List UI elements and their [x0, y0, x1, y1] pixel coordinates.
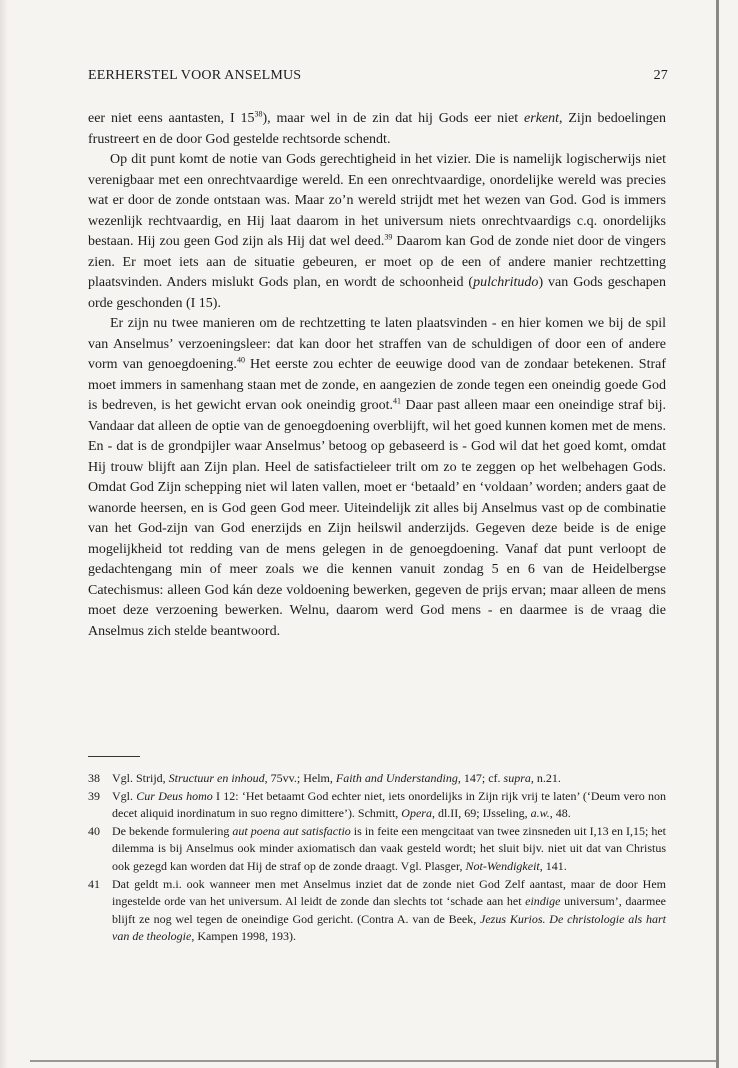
- italic-text: Cur Deus homo: [136, 788, 213, 803]
- page-right-edge: [716, 0, 719, 1068]
- paragraph-3: [88, 314, 666, 642]
- footnote-text: [112, 876, 666, 946]
- text-run: I 12: ‘Het betaamt God echter niet, iets onordelijks in Zijn rijk vrij te laten’ (‘Deum vero non decet aliquid inordinatum in suo regno dimittere’). Schmitt,: [112, 788, 666, 821]
- footnote-ref: 38: [254, 109, 263, 119]
- text-run: , 141.: [539, 858, 567, 873]
- italic-text: a.w.: [530, 806, 550, 821]
- text-run: Op dit punt komt de notie van Gods gerechtigheid in het vizier. Die is namelijk logischerwijs niet verenigbaar met een onrechtvaardige wereld. En een onrechtvaardige, onordelijke wereld was precies wat er door de zonde ontstaan was. Maar zo’n wereld strijdt met het wezen van God. God is immers wezenlijk rechtvaardig, en Hij laat daarom in het universum niets onrechtvaardigs c.q. onordelijks bestaan. Hij zou geen God zijn als Hij dat wel deed.: [88, 152, 666, 249]
- text-run: , 75vv.; Helm,: [264, 771, 336, 785]
- text-run: De bekende formulering: [112, 823, 233, 838]
- text-run: universum’, daarmee blijft ze nog wel tegen de oneindige God gericht. (Contra A. van de Beek,: [112, 894, 666, 926]
- page-gutter-shadow: [0, 0, 8, 1068]
- footnote-number: 41: [88, 876, 100, 891]
- footnote-number: 38: [88, 771, 100, 785]
- main-text: [88, 109, 666, 642]
- text-run: ), maar wel in de zin dat hij Gods eer niet: [262, 111, 525, 126]
- text-run: Vgl. Strijd,: [112, 771, 169, 785]
- text-run: Vgl.: [112, 788, 137, 803]
- running-title: EERHERSTEL VOOR ANSELMUS: [88, 68, 302, 83]
- text-run: , 48.: [549, 806, 571, 821]
- italic-text: erkent: [524, 111, 560, 126]
- page-number: 27: [653, 68, 668, 83]
- footnote-text: [112, 770, 666, 788]
- footnote-text: [112, 823, 666, 876]
- footnotes: [88, 770, 666, 946]
- italic-text: eindige: [525, 894, 561, 909]
- footnote-text: [112, 788, 666, 823]
- paragraph-1: [88, 109, 666, 150]
- italic-text: Faith and Understanding: [335, 771, 458, 785]
- page-bottom-edge: [30, 1060, 716, 1062]
- footnote-ref: 39: [384, 232, 393, 242]
- footnote-ref: 41: [393, 396, 402, 406]
- text-run: Daar past alleen maar een oneindige straf bij. Vandaar dat alleen de optie van de genoegdoening overblijft, wil het goed kunnen komen met de mens. En - dat is de grondpijler waar Anselmus’ betoog op gebaseerd is - God wil dat het goed komt, omdat Hij trouw blijft aan Zijn plan. Heel de satisfactieleer trilt om zo te zeggen op het welbehagen Gods. Omdat God Zijn schepping niet wil laten vallen, moet er ‘betaald’ en ‘voldaan’ worden; anders gaat de wanorde heersen, en is God geen God meer. Uiteindelijk zit alles bij Anselmus vast op de combinatie van het God-zijn van God enerzijds en Zijn heilswil anderzijds. Gegeven deze beide is de enige mogelijkheid tot redding van de mens gelegen in de genoegdoening. Vanaf dat punt verloopt de gedachtengang min of meer zoals we die kennen vanuit zondag 5 en 6 van de Heidelbergse Catechismus: alleen God kán deze voldoening bewerken, gegeven de prijs ervan; maar alleen de mens moet deze verzoening bewerken. Welnu, daarom werd God mens - en daarmee is de vraag die Anselmus zich stelde beantwoord.: [88, 398, 666, 639]
- text-run: ) van Gods geschapen orde geschonden (I 15).: [88, 275, 666, 311]
- footnote-separator: [88, 756, 140, 757]
- italic-text: Not-Wendigkeit: [465, 858, 540, 873]
- italic-text: Structuur en inhoud: [168, 771, 265, 785]
- text-run: , Kampen 1998, 193).: [191, 929, 296, 944]
- italic-text: Opera: [401, 806, 432, 821]
- running-header: [88, 68, 668, 84]
- text-run: Het eerste zou echter de eeuwige dood van de zondaar betekenen. Straf moet immers in samenhang staan met de zonde, en aangezien de zonde tegen een oneindig goede God is bedreven, is het gewicht ervan ook oneindig groot.: [88, 357, 667, 413]
- footnote-number: 40: [88, 823, 100, 838]
- footnote-number: 39: [88, 788, 100, 803]
- text-run: Er zijn nu twee manieren om de rechtzetting te laten plaatsvinden - en hier komen we bij de spil van Anselmus’ verzoeningsleer: dat kan door het straffen van de schuldigen of door een of andere vorm van genoegdoening.: [88, 316, 666, 372]
- footnote: [88, 770, 666, 788]
- text-run: , n.21.: [530, 771, 561, 785]
- text-run: , Zijn bedoelingen frustreert en de door God gestelde rechtsorde schendt.: [88, 111, 666, 147]
- italic-text: pulchritudo: [473, 275, 539, 290]
- text-run: , dl.II, 69; IJsseling,: [431, 806, 531, 821]
- text-run: , 147; cf.: [457, 771, 504, 785]
- footnote: [88, 788, 666, 823]
- footnote: [88, 876, 666, 946]
- italic-text: aut poena aut satisfactio: [232, 823, 351, 838]
- text-run: is in feite een mengcitaat van twee zinsneden uit I,13 en I,15; het dilemma is bij Anselmus ook minder axiomatisch dan vaak gesteld wordt; het sluit bijv. niet uit dat van Christus ook gezegd kan worden dat Hij de straf op de zonde draagt. Vgl. Plasger,: [112, 823, 666, 873]
- italic-text: Jezus Kurios. De christologie als hart van de theologie: [112, 911, 667, 944]
- paragraph-2: [88, 150, 666, 314]
- footnote-ref: 40: [236, 355, 245, 365]
- italic-text: supra: [503, 771, 531, 785]
- text-run: eer niet eens aantasten, I 15: [88, 111, 255, 126]
- footnote: [88, 823, 666, 876]
- text-run: Daarom kan God de zonde niet door de vingers zien. Er moet iets aan de situatie gebeuren, er moet op de een of andere manier rechtzetting plaatsvinden. Anders mislukt Gods plan, en wordt de schoonheid (: [88, 234, 666, 290]
- text-run: Dat geldt m.i. ook wanneer men met Anselmus inziet dat de zonde niet God Zelf aantast, maar de door Hem ingestelde orde van het universum. Al leidt de zonde dan slechts tot ‘schade aan het: [112, 876, 666, 909]
